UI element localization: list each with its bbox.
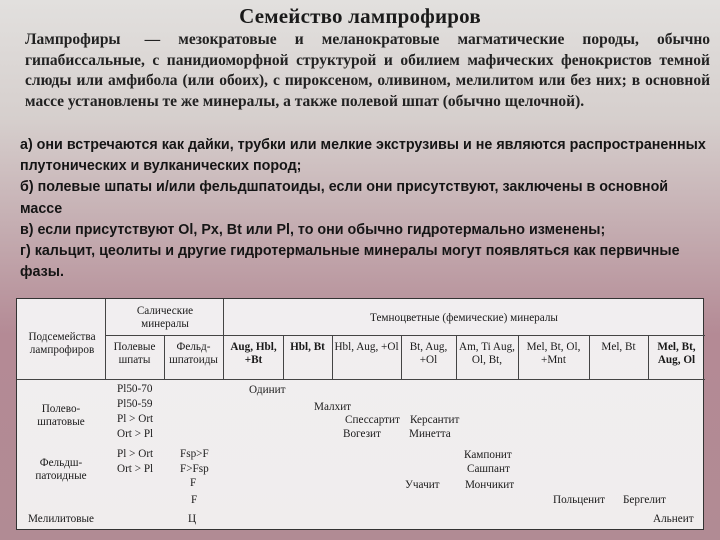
rock-name: Спессартит	[345, 414, 400, 426]
foid-value: F	[190, 477, 197, 489]
criterion-item: б) полевые шпаты и/или фельдшпатоиды, если они присутствуют, заключены в основной массе	[20, 179, 669, 217]
foid-value: F	[191, 494, 198, 506]
foid-value: F>Fsp	[180, 463, 209, 475]
criterion-item: в) если присутствуют Ol, Px, Bt или Pl, то они обычно гидротермально изменены;	[20, 221, 606, 238]
foid-value: Ц	[188, 513, 197, 525]
criteria-list	[20, 135, 710, 283]
definition-text: — мезократовые и меланократовые магматические породы, обычно гипабиссальные, с панидиоморфной структурой и обилием мафических фенокристов темной слюды или амфибола (или обоих), с пироксеном, оливином, мелилитом или без них; в основной массе установлены те же минералы, а также полевой шпат (обычно щелочной).	[25, 31, 710, 110]
header-mafic-col: Hbl, Bt	[290, 341, 325, 353]
rock-name: Вогезит	[343, 428, 381, 440]
header-mafic-col: Hbl, Aug, +Ol	[334, 341, 399, 353]
rock-name: Альнеит	[653, 513, 694, 525]
rock-name: Учачит	[405, 479, 440, 491]
header-mafic: Темноцветные (фемические) минералы	[370, 312, 558, 324]
header-foid: Фельд-шпатоиды	[169, 341, 218, 366]
rock-name: Керсантит	[410, 414, 460, 426]
group-name: Фельдш-патоидные	[35, 457, 87, 482]
header-mafic-col: Mel, Bt	[601, 341, 636, 353]
feldspar-value: Pl > Ort	[117, 413, 154, 425]
rock-name: Сашпант	[467, 463, 510, 475]
classification-table	[16, 298, 704, 530]
rock-name: Польценит	[553, 494, 606, 506]
group-name: Мелилитовые	[27, 513, 94, 525]
feldspar-value: Ort > Pl	[117, 428, 154, 440]
header-mafic-col: Mel, Bt, Aug, Ol	[657, 341, 696, 366]
header-feldspar: Полевые шпаты	[113, 341, 156, 366]
criterion-item: а) они встречаются как дайки, трубки или мелкие экструзивы и не являются распространенных плутонических и вулканических пород;	[20, 137, 706, 175]
header-mafic-col: Bt, Aug, +Ol	[409, 341, 448, 366]
definition-paragraph	[25, 30, 710, 112]
feldspar-value: Ort > Pl	[117, 463, 154, 475]
rock-name: Бергелит	[623, 494, 666, 506]
rock-name: Кампонит	[464, 449, 512, 461]
feldspar-value: Pl50-59	[117, 398, 153, 410]
group-name: Полево-шпатовые	[37, 403, 85, 428]
page-title: Семейство лампрофиров	[239, 4, 481, 28]
header-mafic-col: Aug, Hbl, +Bt	[230, 341, 277, 366]
rock-name: Малхит	[314, 401, 352, 413]
header-salic: Салические минералы	[136, 305, 194, 330]
header-mafic-col: Am, Ti Aug, Ol, Bt,	[459, 341, 515, 366]
criterion-item: г) кальцит, цеолиты и другие гидротермальные минералы могут появляться как первичные фазы.	[20, 243, 680, 281]
definition-term: Лампрофиры	[25, 31, 121, 48]
rock-name: Мончикит	[465, 479, 515, 491]
feldspar-value: Pl50-70	[117, 383, 153, 395]
rock-name: Одинит	[249, 384, 286, 396]
rock-name: Минетта	[409, 428, 451, 440]
header-mafic-col: Mel, Bt, Ol, +Mnt	[526, 341, 581, 366]
foid-value: Fsp>F	[180, 448, 209, 460]
feldspar-value: Pl > Ort	[117, 448, 154, 460]
header-subfamilies: Подсемейства лампрофиров	[28, 331, 96, 356]
